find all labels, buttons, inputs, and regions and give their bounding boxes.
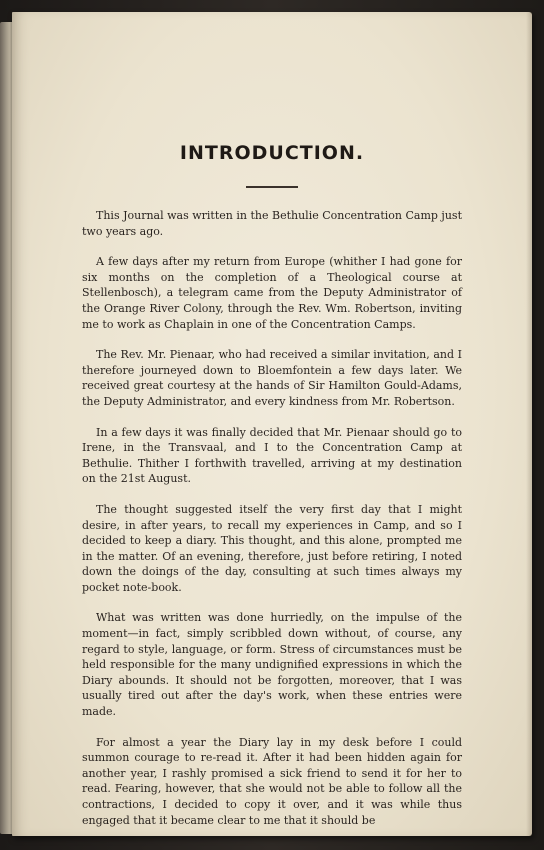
page-edge-shadow	[526, 12, 532, 836]
book-page	[12, 12, 532, 836]
paragraph: This Journal was written in the Bethulie Concentration Camp just two years ago.	[82, 209, 462, 238]
paragraph: The Rev. Mr. Pienaar, who had received a similar invitation, and I therefore journeyed down to Bloemfontein a few days later. We received great courtesy at the hands of Sir Hamilton Gould-Adams, the Deputy Administrator, and every kindness from Mr. Robertson.	[82, 348, 462, 408]
page-title: INTRODUCTION.	[179, 142, 365, 164]
paragraph: The thought suggested itself the very first day that I might desire, in after years, to recall my experiences in Camp, and so I decided to keep a diary. This thought, and this alone, prompted me in the matter. Of an evening, therefore, just before retiring, I noted down the doings of the day, consulting at such times always my pocket note-book.	[82, 502, 462, 594]
page-text-block	[82, 142, 462, 828]
paragraph: In a few days it was finally decided that Mr. Pienaar should go to Irene, in the Transvaal, and I to the Concentration Camp at Bethulie. Thither I forthwith travelled, arriving at my destination on the 21st August.	[82, 425, 462, 486]
paragraph: What was written was done hurriedly, on the impulse of the moment—in fact, simply scribbled down without, of course, any regard to style, language, or form. Stress of circumstances must be held responsible for the many undignified expressions in which the Diary abounds. It should not be forgotten, moreover, that I was usually tired out after the day's work, when these entries were made.	[82, 611, 462, 719]
title-rule	[246, 186, 298, 188]
paragraph: For almost a year the Diary lay in my desk before I could summon courage to re-read it. After it had been hidden again for another year, I rashly promised a sick friend to send it for her to read. Fearing, however, that she would not be able to follow all the contractions, I decided to copy it over, and it was while thus engaged that it became clear to me that it should be	[82, 735, 462, 827]
paragraph: A few days after my return from Europe (whither I had gone for six months on the completion of a Theological course at Stellenbosch), a telegram came from the Deputy Administrator of the Orange River Colony, through the Rev. Wm. Robertson, inviting me to work as Chaplain in one of the Concentration Camps.	[82, 255, 462, 331]
